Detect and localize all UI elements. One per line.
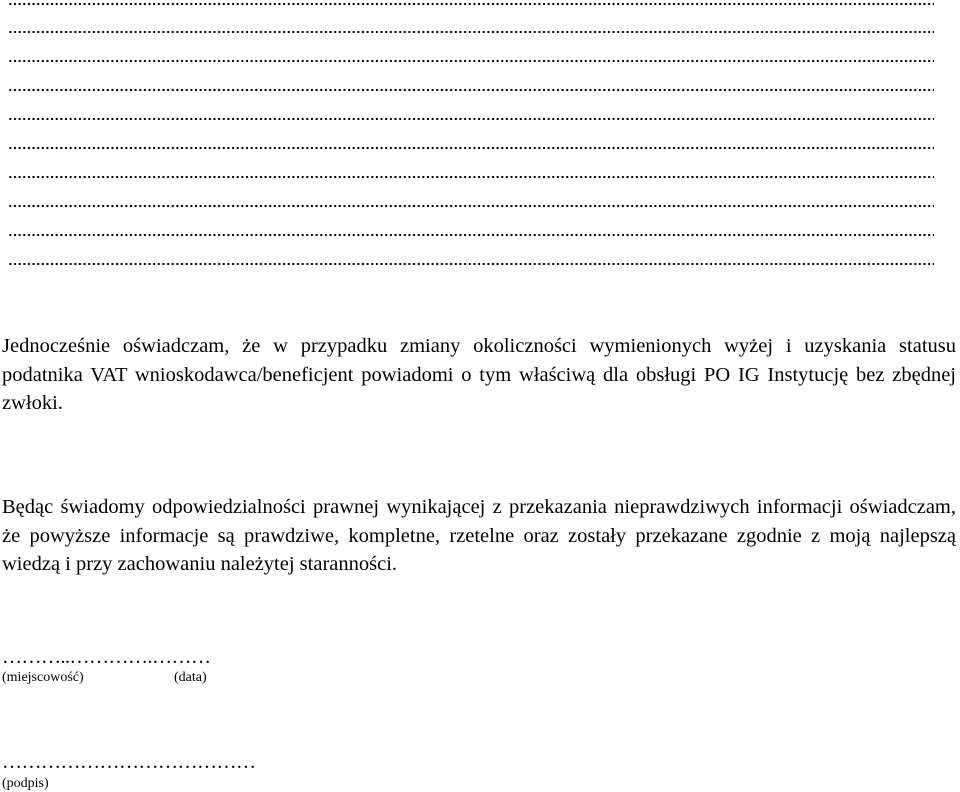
dotted-line [8,88,934,92]
dotted-line [8,117,934,121]
vat-status-change-paragraph: Jednocześnie oświadczam, że w przypadku zmiany okoliczności wymienionych wyżej i uzyskania statusu podatnika VAT wnioskodawca/beneficjent powiadomi o tym właściwą dla obsługi PO IG Instytucję bez zbędnej zwłoki. [2,335,956,414]
dotted-line [8,146,934,150]
signature-field: ………………………………… [2,751,256,773]
date-label: (data) [174,670,207,685]
place-label: (miejscowość) [2,670,84,685]
dotted-line [8,204,934,208]
dotted-line [8,59,934,63]
dotted-line [8,175,934,179]
dotted-line [8,30,934,34]
truthfulness-declaration-paragraph: Będąc świadomy odpowiedzialności prawnej wynikającej z przekazania nieprawdziwych informacji oświadczam, że powyższe informacje są prawdziwe, kompletne, rzetelne oraz zostały przekazane zgodnie z moją najlepszą wiedzą i przy zachowaniu należytej staranności. [2,496,956,575]
signature-label: (podpis) [2,776,49,791]
dotted-line [8,262,934,266]
dotted-line [8,233,934,237]
place-date-field: ………..………….……… [2,646,211,668]
dotted-line [8,2,934,6]
